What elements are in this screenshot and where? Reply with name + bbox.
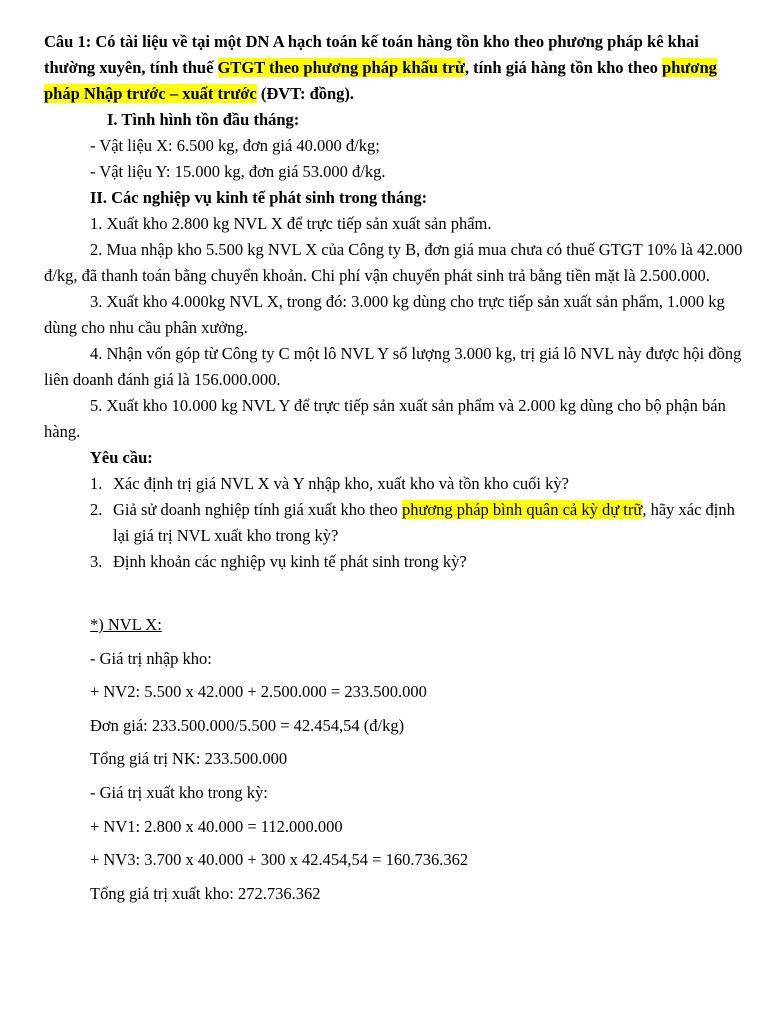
solution-line: Đơn giá: 233.500.000/5.500 = 42.454,54 (đ/kg) (90, 715, 405, 735)
solution-line: + NV3: 3.700 x 40.000 + 300 x 42.454,54 = 160.736.362 (90, 850, 469, 870)
requirement-2-text-b: , hãy xác định lại giá trị NVL xuất kho trong kỳ? (113, 500, 735, 545)
solution-line: + NV1: 2.800 x 40.000 = 112.000.000 (90, 816, 343, 836)
requirement-3 (44, 549, 744, 575)
intro-highlight-fifo: phương pháp Nhập trước – xuất trước (44, 58, 717, 103)
requirement-1-number: 1. (90, 474, 103, 493)
requirement-3-text: Định khoản các nghiệp vụ kinh tế phát sinh trong kỳ? (113, 552, 467, 571)
solution-line: Tổng giá trị xuất kho: 272.736.362 (90, 883, 321, 903)
intro-text-2: , tính giá hàng tồn kho theo (464, 58, 663, 77)
intro-text-3: (ĐVT: đồng). (256, 84, 355, 103)
requirement-2-highlight: phương pháp bình quân cả kỳ dự trữ (401, 500, 643, 519)
requirement-2 (44, 497, 744, 549)
requirements-title: Yêu cầu: (90, 448, 153, 467)
spacer (44, 575, 744, 608)
intro-text-1: Câu 1: Có tài liệu về tại một DN A hạch toán kế toán hàng tồn kho theo phương pháp kê khai thường xuyên, tính thuế (44, 32, 699, 77)
transaction-4: 4. Nhận vốn góp từ Công ty C một lô NVL Y số lượng 3.000 kg, trị giá lô NVL này được hội đồng liên doanh đánh giá là 156.000.000. (44, 344, 742, 389)
requirement-1 (44, 471, 744, 497)
solution-line: - Giá trị nhập kho: (90, 648, 212, 668)
transaction-5: 5. Xuất kho 10.000 kg NVL Y để trực tiếp sản xuất sản phẩm và 2.000 kg dùng cho bộ phận bán hàng. (44, 396, 726, 441)
transaction-3: 3. Xuất kho 4.000kg NVL X, trong đó: 3.000 kg dùng cho trực tiếp sản xuất sản phẩm, 1.000 kg dùng cho nhu cầu phân xưởng. (44, 292, 725, 337)
solution-line: + NV2: 5.500 x 42.000 + 2.500.000 = 233.500.000 (90, 682, 427, 702)
requirement-1-text: Xác định trị giá NVL X và Y nhập kho, xuất kho và tồn kho cuối kỳ? (113, 474, 569, 493)
solution-line: Tổng giá trị NK: 233.500.000 (90, 749, 288, 769)
section-1-title: I. Tình hình tồn đầu tháng: (107, 110, 300, 129)
opening-item-y: - Vật liệu Y: 15.000 kg, đơn giá 53.000 đ/kg. (90, 162, 386, 181)
transaction-2: 2. Mua nhập kho 5.500 kg NVL X của Công ty B, đơn giá mua chưa có thuế GTGT 10% là 42.000 đ/kg, đã thanh toán bằng chuyển khoản. Chi phí vận chuyển phát sinh trả bằng tiền mặt là 2.500.000. (44, 240, 743, 285)
question-intro (44, 29, 744, 107)
requirement-3-number: 3. (90, 552, 103, 571)
document-page (44, 29, 744, 910)
requirement-2-text-a: Giả sử doanh nghiệp tính giá xuất kho theo (113, 500, 402, 519)
intro-highlight-vat: GTGT theo phương pháp khấu trừ (217, 58, 465, 77)
requirement-2-number: 2. (90, 500, 103, 519)
section-2-title: II. Các nghiệp vụ kinh tế phát sinh trong tháng: (90, 188, 428, 207)
opening-item-x: - Vật liệu X: 6.500 kg, đơn giá 40.000 đ/kg; (90, 136, 380, 155)
solution-line: - Giá trị xuất kho trong kỳ: (90, 782, 268, 802)
transaction-1: 1. Xuất kho 2.800 kg NVL X để trực tiếp sản xuất sản phẩm. (90, 214, 492, 233)
solution-heading: *) NVL X: (90, 615, 162, 634)
